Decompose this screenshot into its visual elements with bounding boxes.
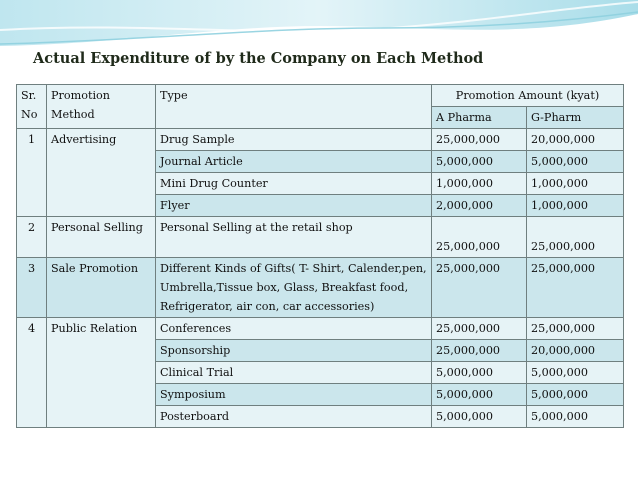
a-pharma-amount: 25,000,000	[432, 318, 527, 340]
type-cell: Symposium	[156, 384, 432, 406]
header-promotion-method: Promotion Method	[47, 85, 156, 129]
a-pharma-amount: 5,000,000	[432, 151, 527, 173]
a-pharma-amount: 5,000,000	[432, 384, 527, 406]
g-pharm-amount: 5,000,000	[527, 151, 624, 173]
promotion-method-cell: Public Relation	[47, 318, 156, 428]
a-pharma-amount: 25,000,000	[432, 258, 527, 318]
a-pharma-amount: 25,000,000	[432, 129, 527, 151]
header-sr-no: Sr. No	[17, 85, 47, 129]
header-promotion-amount: Promotion Amount (kyat)	[432, 85, 624, 107]
type-cell: Mini Drug Counter	[156, 173, 432, 195]
a-pharma-amount: 25,000,000	[432, 217, 527, 258]
g-pharm-amount: 5,000,000	[527, 384, 624, 406]
type-cell: Different Kinds of Gifts( T- Shirt, Calender,pen, Umbrella,Tissue box, Glass, Breakfast food, Refrigerator, air con, car accessories)	[156, 258, 432, 318]
g-pharm-amount: 20,000,000	[527, 129, 624, 151]
sr-no-cell: 3	[17, 258, 47, 318]
g-pharm-amount: 1,000,000	[527, 173, 624, 195]
a-pharma-amount: 2,000,000	[432, 195, 527, 217]
g-pharm-amount: 5,000,000	[527, 362, 624, 384]
g-pharm-amount: 25,000,000	[527, 217, 624, 258]
promotion-method-cell: Advertising	[47, 129, 156, 217]
table-row	[17, 129, 624, 151]
promotion-method-cell: Personal Selling	[47, 217, 156, 258]
type-cell: Posterboard	[156, 406, 432, 428]
g-pharm-amount: 1,000,000	[527, 195, 624, 217]
expenditure-table	[16, 84, 624, 428]
slide-title: Actual Expenditure of by the Company on Each Method	[33, 50, 484, 67]
g-pharm-amount: 25,000,000	[527, 318, 624, 340]
type-cell: Flyer	[156, 195, 432, 217]
header-row	[17, 85, 624, 107]
type-cell: Drug Sample	[156, 129, 432, 151]
a-pharma-amount: 1,000,000	[432, 173, 527, 195]
type-cell: Journal Article	[156, 151, 432, 173]
table-row	[17, 217, 624, 258]
sr-no-cell: 4	[17, 318, 47, 428]
header-type: Type	[156, 85, 432, 129]
g-pharm-amount: 5,000,000	[527, 406, 624, 428]
a-pharma-amount: 5,000,000	[432, 406, 527, 428]
a-pharma-amount: 25,000,000	[432, 340, 527, 362]
a-pharma-amount: 5,000,000	[432, 362, 527, 384]
type-cell: Conferences	[156, 318, 432, 340]
g-pharm-amount: 20,000,000	[527, 340, 624, 362]
type-cell: Personal Selling at the retail shop	[156, 217, 432, 258]
table-row	[17, 318, 624, 340]
type-cell: Clinical Trial	[156, 362, 432, 384]
g-pharm-amount: 25,000,000	[527, 258, 624, 318]
sr-no-cell: 1	[17, 129, 47, 217]
table-row	[17, 258, 624, 318]
promotion-method-cell: Sale Promotion	[47, 258, 156, 318]
sr-no-cell: 2	[17, 217, 47, 258]
header-g-pharm: G-Pharm	[527, 107, 624, 129]
header-a-pharma: A Pharma	[432, 107, 527, 129]
type-cell: Sponsorship	[156, 340, 432, 362]
